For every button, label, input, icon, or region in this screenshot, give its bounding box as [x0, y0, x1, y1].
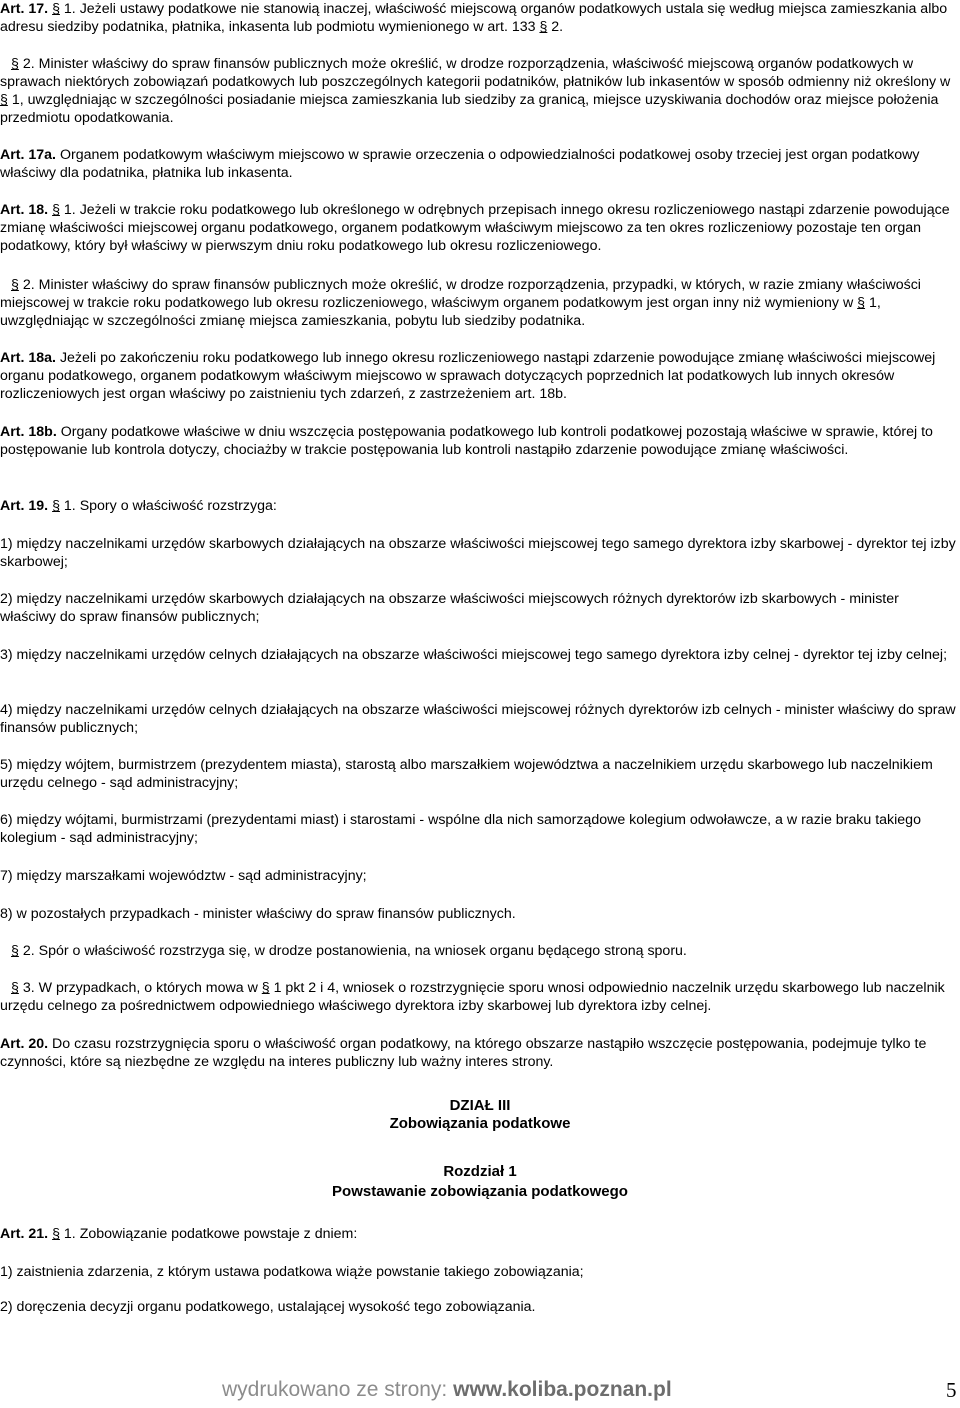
art-21-item-1: 1) zaistnienia zdarzenia, z którym ustawa podatkowa wiąże powstanie takiego zobowiązania; [0, 1264, 584, 1280]
paragraph-text: Spór o właściwość rozstrzyga się, w drodze postanowienia, na wniosek organu będącego stroną sporu. [34, 943, 687, 959]
paragraph-text: Jeżeli po zakończeniu roku podatkowego lub innego okresu rozliczeniowego nastąpi zdarzenie powodujące zmianę właściwości miejscowej organu podatkowego, organem podatkowym właściwym miejscowo w sprawach dotyczących poprzednich lat podatkowych lub innych okresów rozliczeniowych jest organ właściwy po zaistnieniu tych zdarzeń, z zastrzeżeniem art. 18b. [0, 350, 936, 402]
paragraph-number: 2. [22, 277, 35, 293]
article-label: Art. 19. [0, 498, 49, 514]
section-sign: § [52, 1226, 60, 1242]
chapter-number: Rozdział 1 [443, 1163, 517, 1180]
section-sign: § [11, 943, 19, 959]
paragraph-number: 2. [22, 56, 35, 72]
chapter-title: Powstawanie zobowiązania podatkowego [332, 1183, 628, 1200]
art-18-par-1 [0, 201, 958, 255]
paragraph-number: 1. [63, 202, 76, 218]
art-18b [0, 423, 958, 459]
paragraph-text: Organy podatkowe właściwe w dniu wszczęcia postępowania podatkowego lub kontroli podatkowej pozostają właściwe w sprawie, której to postępowanie lub kontrola dotyczy, chociażby w trakcie postępowania lub kontroli nastąpiło zdarzenie powodujące zmianę właściwości. [0, 424, 933, 458]
section-sign: § [52, 498, 60, 514]
art-19-par-3 [0, 979, 958, 1015]
paragraph-text: Do czasu rozstrzygnięcia sporu o właściwość organ podatkowy, na którego obszarze nastąpiło wszczęcie postępowania, podejmuje tylko te czynności, które są niezbędne ze względu na interes publiczny lub ważny interes strony. [0, 1036, 927, 1070]
art-17a [0, 146, 958, 182]
section-sign: § [0, 92, 8, 108]
article-label: Art. 18. [0, 202, 49, 218]
list-item-1: 1) między naczelnikami urzędów skarbowych działających na obszarze właściwości miejscowej tego samego dyrektora izby skarbowej - dyrektor tej izby skarbowej; [0, 536, 956, 570]
list-item-2: 2) między naczelnikami urzędów skarbowych działających na obszarze właściwości miejscowych różnych dyrektorów izb skarbowych - minister właściwy do spraw finansów publicznych; [0, 591, 899, 625]
art-19-par-2 [0, 942, 958, 960]
paragraph-tail: 2. [547, 19, 564, 35]
article-label: Art. 20. [0, 1036, 49, 1052]
article-label: Art. 17a. [0, 147, 56, 163]
section-sign: § [857, 295, 866, 311]
art-19-par-1 [0, 497, 958, 515]
section-sign: § [539, 19, 548, 35]
paragraph-number: 1. [63, 1226, 76, 1242]
list-item-7: 7) między marszałkami województw - sąd administracyjny; [0, 868, 367, 884]
art-21-item-2: 2) doręczenia decyzji organu podatkowego, ustalającej wysokość tego zobowiązania. [0, 1299, 536, 1315]
section-sign: § [11, 980, 19, 996]
art-17-par-1 [0, 0, 958, 36]
art-17-par-2 [0, 55, 958, 127]
footer-prefix: wydrukowano ze strony: [222, 1378, 454, 1401]
paragraph-text: Minister właściwy do spraw finansów publicznych może określić, w drodze rozporządzenia, przypadki, w których, w razie zmiany właściwości miejscowej w trakcie roku podatkowego lub okresu rozliczeniowego, właściwym organem podatkowym jest organ inny niż wymieniony w [0, 277, 921, 311]
paragraph-text-cont: 1, uwzględniając w szczególności posiadanie miejsca zamieszkania lub siedziby za granicą, miejsce uzyskiwania dochodów oraz miejsce położenia przedmiotu opodatkowania. [0, 92, 939, 126]
paragraph-text: Zobowiązanie podatkowe powstaje z dniem: [75, 1226, 358, 1242]
footer-source [222, 1378, 672, 1401]
article-label: Art. 21. [0, 1226, 49, 1242]
article-label: Art. 18b. [0, 424, 57, 440]
paragraph-text: Organem podatkowym właściwym miejscowo w sprawie orzeczenia o odpowiedzialności podatkowej osoby trzeciej jest organ podatkowy właściwy dla podatnika, płatnika lub inkasenta. [0, 147, 920, 181]
list-item-6: 6) między wójtami, burmistrzami (prezydentami miast) i starostami - wspólne dla nich samorządowe kolegium odwoławcze, a w razie braku takiego kolegium - sąd administracyjny; [0, 812, 921, 846]
section-sign: § [52, 1, 60, 17]
article-label: Art. 17. [0, 1, 49, 17]
paragraph-number: 3. [22, 980, 35, 996]
paragraph-text: Spory o właściwość rozstrzyga: [75, 498, 277, 514]
art-20 [0, 1035, 958, 1071]
list-item-3: 3) między naczelnikami urzędów celnych działających na obszarze właściwości miejscowej tego samego dyrektora izby celnej - dyrektor tej izby celnej; [0, 647, 948, 663]
page-number: 5 [946, 1378, 957, 1402]
article-label: Art. 18a. [0, 350, 56, 366]
section-sign: § [52, 202, 60, 218]
paragraph-text: Minister właściwy do spraw finansów publicznych może określić, w drodze rozporządzenia, właściwość miejscową organów podatkowych w sprawach niektórych zobowiązań podatkowych lub poszczególnych kategorii podatników, płatników lub inkasentów w sposób odmienny niż określony w [0, 56, 951, 90]
division-number: DZIAŁ III [449, 1097, 511, 1114]
division-title: Zobowiązania podatkowe [389, 1115, 571, 1132]
paragraph-text-cont: 1, uwzględniając w szczególności zmianę miejsca zamieszkania, pobytu lub siedziby podatnika. [0, 295, 881, 329]
paragraph-number: 1. [63, 1, 76, 17]
paragraph-number: 1. [63, 498, 76, 514]
footer-site-link[interactable]: www.koliba.poznan.pl [453, 1378, 672, 1401]
paragraph-text-cont: 1 pkt 2 i 4, wniosek o rozstrzygnięcie sporu wnosi odpowiednio naczelnik urzędu skarbowego lub naczelnik urzędu celnego za pośrednictwem odpowiedniego właściwego dyrektora izby skarbowej lub dyrektora izby celnej. [0, 980, 945, 1014]
art-21-par-1 [0, 1225, 958, 1243]
art-18a [0, 349, 958, 403]
section-sign: § [261, 980, 270, 996]
paragraph-text: Jeżeli w trakcie roku podatkowego lub określonego w odrębnych przepisach innego okresu rozliczeniowego nastąpi zdarzenie powodujące zmianę właściwości miejscowej organu podatkowego, organem podatkowym właściwym miejscowo za ten okres rozliczeniowy pozostaje ten organ podatkowy, który był właściwy w pierwszym dniu roku podatkowego lub okresu rozliczeniowego. [0, 202, 950, 254]
paragraph-text: W przypadkach, o których mowa w [34, 980, 262, 996]
section-sign: § [11, 277, 19, 293]
list-item-5: 5) między wójtem, burmistrzem (prezydentem miasta), starostą albo marszałkiem województwa a naczelnikiem urzędu skarbowego lub naczelnikiem urzędu celnego - sąd administracyjny; [0, 757, 933, 791]
list-item-4: 4) między naczelnikami urzędów celnych działających na obszarze właściwości miejscowej różnych dyrektorów izb celnych - minister właściwy do spraw finansów publicznych; [0, 702, 956, 736]
art-18-par-2 [0, 276, 958, 330]
section-sign: § [11, 56, 19, 72]
paragraph-text: Jeżeli ustawy podatkowe nie stanowią inaczej, właściwość miejscową organów podatkowych ustala się według miejsca zamieszkania albo adresu siedziby podatnika, płatnika, inkasenta lub podmiotu wymienionego w art. 133 [0, 1, 948, 35]
list-item-8: 8) w pozostałych przypadkach - minister właściwy do spraw finansów publicznych. [0, 906, 516, 922]
paragraph-number: 2. [22, 943, 35, 959]
